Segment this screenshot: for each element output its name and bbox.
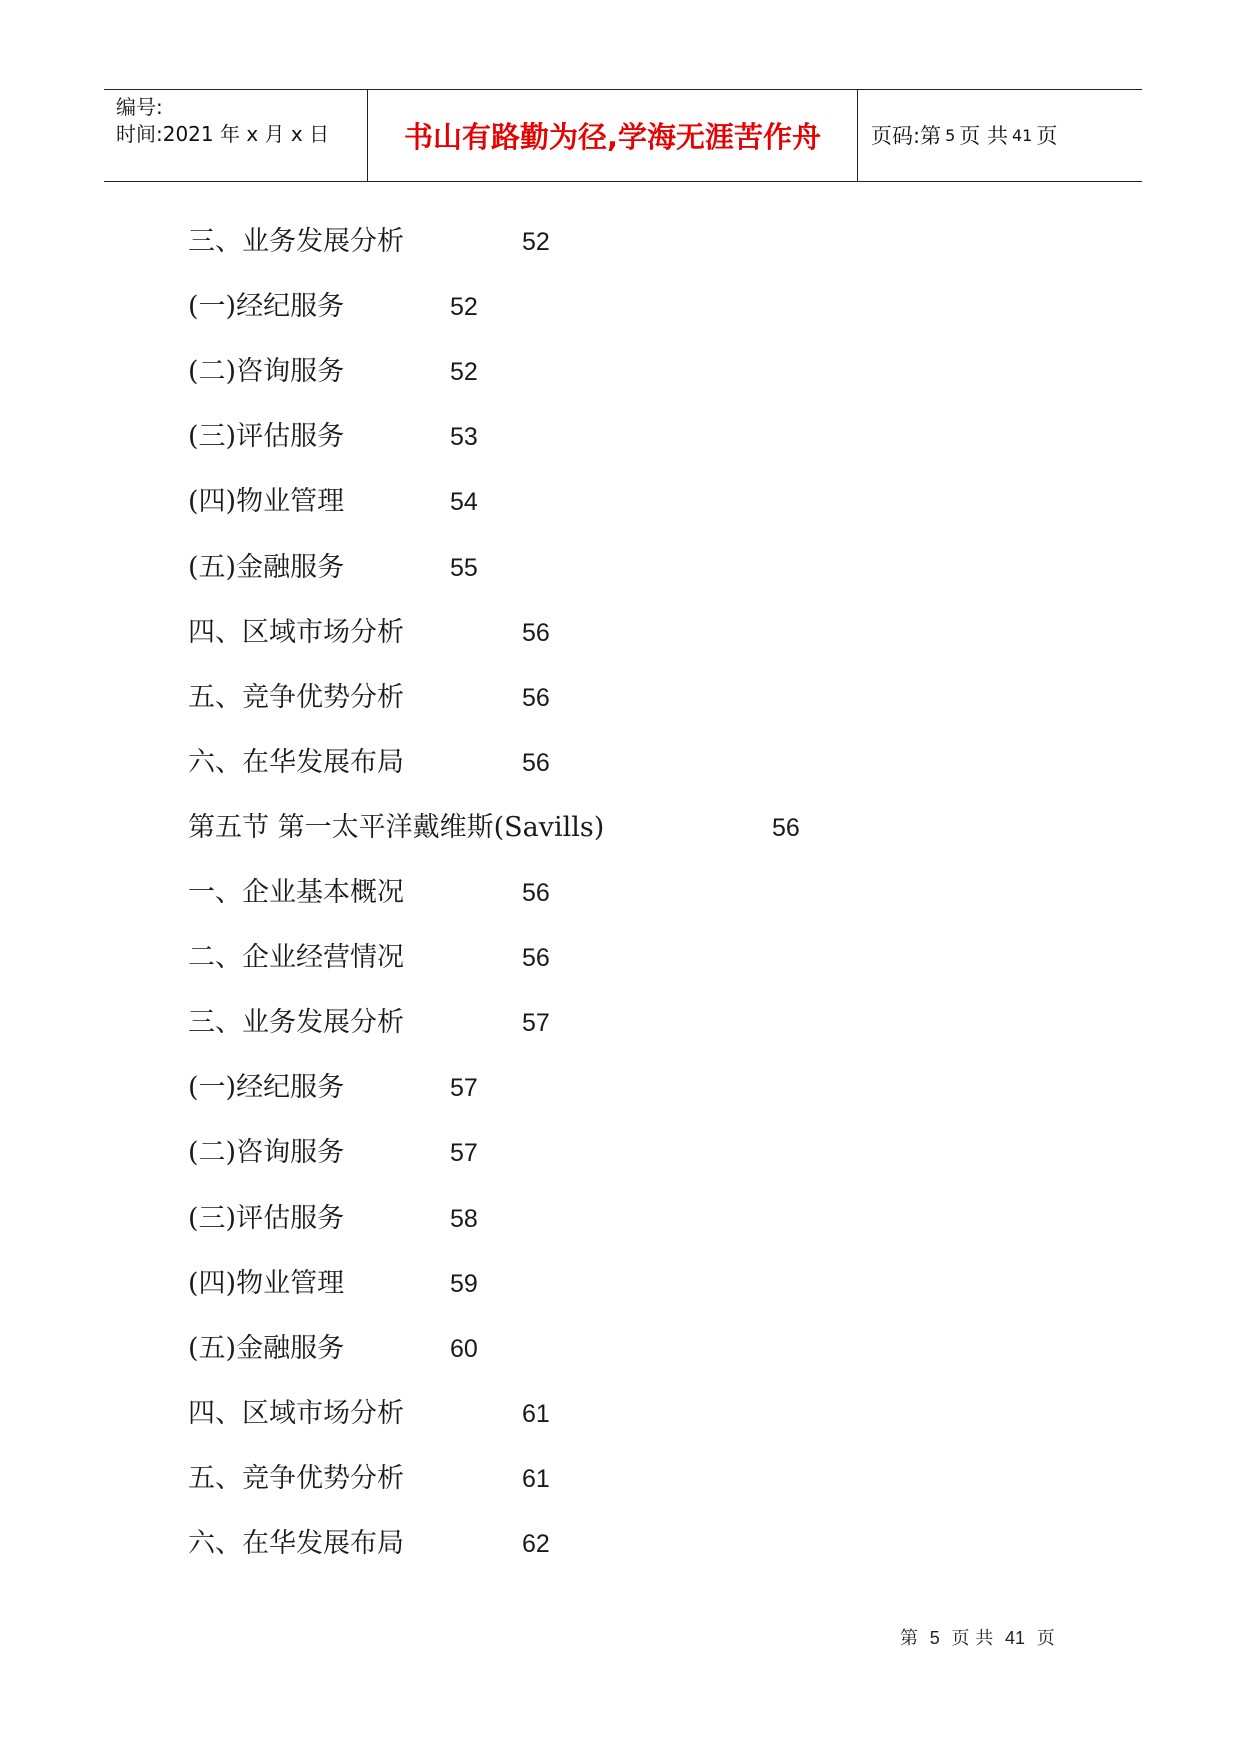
footer-mid: 页 共	[951, 1628, 994, 1649]
toc-entry-page: 53	[450, 423, 478, 451]
toc-entry-title: 第五节 第一太平洋戴维斯(Savills)	[188, 812, 605, 843]
header-page-current: 5	[945, 125, 956, 145]
header-divider	[857, 90, 858, 181]
header-number-label: 编号:	[116, 95, 163, 119]
toc-entry-page: 58	[450, 1205, 478, 1233]
toc-entry-page: 52	[450, 358, 478, 386]
toc-entry-title: 五、竞争优势分析	[188, 682, 404, 713]
toc-entry-page: 61	[522, 1400, 550, 1428]
toc-entry-title: (五)金融服务	[188, 552, 345, 583]
toc-entry-title: (一)经纪服务	[188, 1072, 345, 1103]
toc-entry-page: 60	[450, 1335, 478, 1363]
toc-entry-title: (五)金融服务	[188, 1333, 345, 1364]
toc-entry-title: 三、业务发展分析	[188, 226, 404, 257]
toc-entry-page: 56	[522, 879, 550, 907]
header-page-total: 41	[1011, 125, 1033, 145]
toc-entry-title: (二)咨询服务	[188, 356, 345, 387]
toc-entry-page: 56	[772, 814, 800, 842]
toc-entry-page: 59	[450, 1270, 478, 1298]
header-page-mid: 页 共	[959, 124, 1008, 148]
toc-entry-page: 52	[450, 293, 478, 321]
toc-entry-page: 62	[522, 1530, 550, 1558]
toc-entry-title: 五、竞争优势分析	[188, 1463, 404, 1494]
toc-entry-title: 一、企业基本概况	[188, 877, 404, 908]
toc-entry-page: 55	[450, 554, 478, 582]
toc-entry-title: 四、区域市场分析	[188, 617, 404, 648]
toc-entry-title: 三、业务发展分析	[188, 1007, 404, 1038]
toc-entry-title: (二)咨询服务	[188, 1137, 345, 1168]
page-footer	[900, 1624, 1055, 1650]
footer-prefix: 第	[900, 1628, 918, 1649]
toc-entry-title: (四)物业管理	[188, 486, 345, 517]
footer-page-current: 5	[929, 1628, 940, 1648]
header-time-label: 时间:2021 年 x 月 x 日	[116, 122, 330, 146]
toc-entry-page: 56	[522, 619, 550, 647]
toc-entry-title: 六、在华发展布局	[188, 747, 404, 778]
page-header	[104, 89, 1142, 182]
toc-entry-title: (三)评估服务	[188, 1203, 345, 1234]
header-page-prefix: 页码:第	[871, 124, 942, 148]
toc-entry-title: (三)评估服务	[188, 421, 345, 452]
toc-entry-title: (四)物业管理	[188, 1268, 345, 1299]
footer-suffix: 页	[1036, 1628, 1055, 1649]
header-page-suffix: 页	[1036, 124, 1058, 148]
toc-entry-page: 57	[522, 1009, 550, 1037]
toc-entry-page: 54	[450, 488, 478, 516]
toc-entry-title: 六、在华发展布局	[188, 1528, 404, 1559]
footer-page-total: 41	[1004, 1628, 1025, 1648]
toc-entry-page: 56	[522, 684, 550, 712]
toc-entry-page: 57	[450, 1074, 478, 1102]
toc-entry-page: 56	[522, 944, 550, 972]
toc-entry-title: 二、企业经营情况	[188, 942, 404, 973]
header-meta	[116, 94, 329, 148]
header-motto: 书山有路勤为径,学海无涯苦作舟	[403, 119, 822, 154]
toc-entry-page: 61	[522, 1465, 550, 1493]
header-page-indicator	[871, 90, 1057, 180]
toc-entry-page: 52	[522, 228, 550, 256]
toc-entry-page: 56	[522, 749, 550, 777]
toc-entry-title: (一)经纪服务	[188, 291, 345, 322]
toc-entry-title: 四、区域市场分析	[188, 1398, 404, 1429]
toc-entry-page: 57	[450, 1139, 478, 1167]
